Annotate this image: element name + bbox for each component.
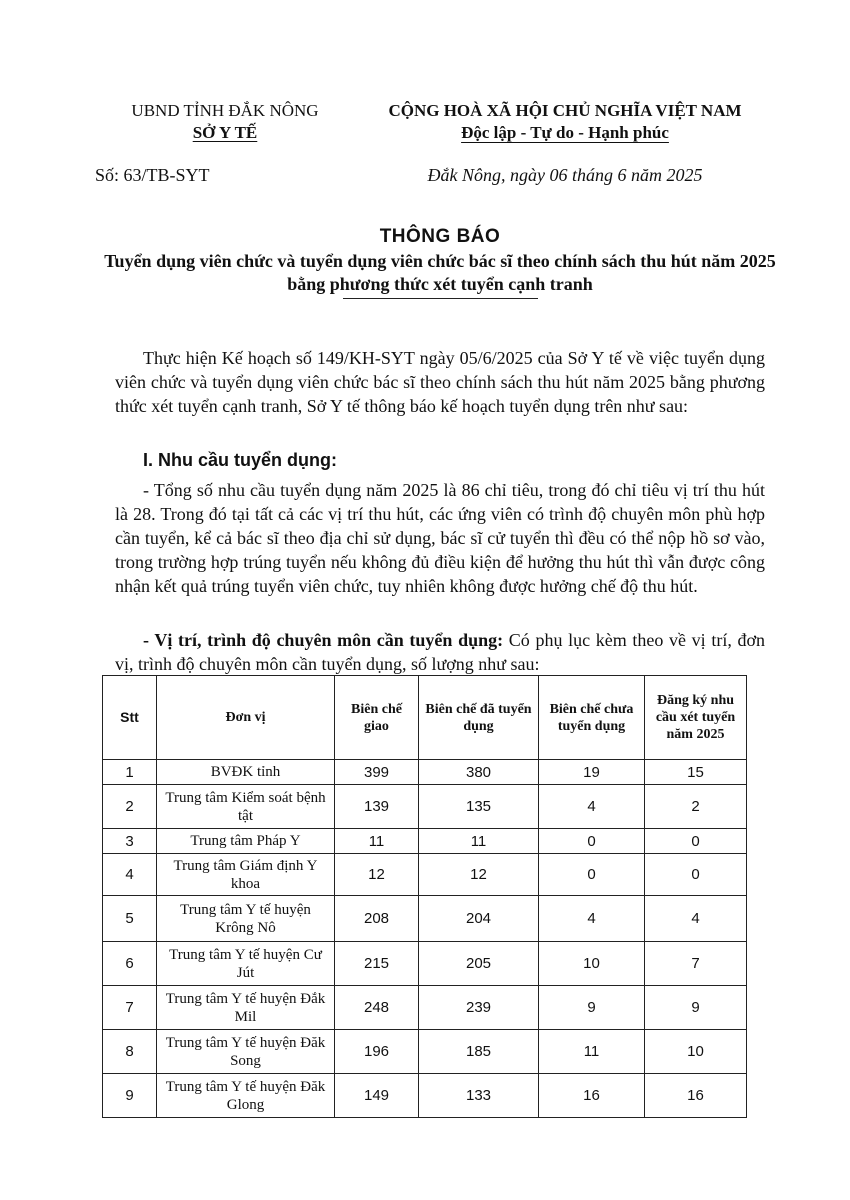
cell-assigned: 196: [335, 1030, 419, 1074]
cell-assigned: 139: [335, 785, 419, 829]
cell-assigned: 11: [335, 829, 419, 854]
cell-unit: Trung tâm Y tế huyện Đăk Glong: [157, 1074, 335, 1118]
header-unit: Đơn vị: [157, 676, 335, 760]
cell-recruited: 12: [419, 854, 539, 896]
agency-department: SỞ Y TẾ: [192, 123, 258, 142]
cell-registered: 4: [645, 896, 747, 942]
recruitment-table: [102, 675, 747, 1118]
cell-registered: 0: [645, 854, 747, 896]
positions-paragraph-rest: Có phụ lục kèm theo về vị trí, đơn vị, trình độ chuyên môn cần tuyển dụng, số lượng như sau:: [115, 630, 766, 674]
header-stt: Stt: [103, 676, 157, 760]
cell-recruited: 205: [419, 942, 539, 986]
cell-unit: Trung tâm Y tế huyện Cư Jút: [157, 942, 335, 986]
document-subtitle: Tuyển dụng viên chức và tuyển dụng viên chức bác sĩ theo chính sách thu hút năm 2025 bằng phương thức xét tuyển cạnh tranh: [104, 251, 776, 294]
table-row: [103, 760, 747, 785]
cell-registered: 0: [645, 829, 747, 854]
section-heading-recruitment-needs: I. Nhu cầu tuyển dụng:: [143, 450, 337, 470]
title-divider: [343, 298, 538, 299]
intro-paragraph: Thực hiện Kế hoạch số 149/KH-SYT ngày 05/6/2025 của Sở Y tế về việc tuyển dụng viên chức và tuyển dụng viên chức bác sĩ theo chính sách thu hút năm 2025 bằng phương thức xét tuyển cạnh tranh, Sở Y tế thông báo kế hoạch tuyển dụng trên như sau:: [115, 348, 765, 416]
cell-stt: 3: [103, 829, 157, 854]
cell-recruited: 133: [419, 1074, 539, 1118]
cell-recruited: 380: [419, 760, 539, 785]
document-title: THÔNG BÁO: [379, 226, 501, 247]
cell-assigned: 215: [335, 942, 419, 986]
cell-assigned: 149: [335, 1074, 419, 1118]
nation-name: CỘNG HOÀ XÃ HỘI CHỦ NGHĨA VIỆT NAM: [388, 101, 742, 120]
cell-registered: 16: [645, 1074, 747, 1118]
cell-assigned: 12: [335, 854, 419, 896]
cell-recruited: 204: [419, 896, 539, 942]
cell-unit: Trung tâm Y tế huyện Đăk Song: [157, 1030, 335, 1074]
cell-recruited: 11: [419, 829, 539, 854]
cell-stt: 1: [103, 760, 157, 785]
cell-not-recruited: 0: [539, 829, 645, 854]
cell-stt: 7: [103, 986, 157, 1030]
table-row: [103, 785, 747, 829]
cell-registered: 15: [645, 760, 747, 785]
cell-registered: 7: [645, 942, 747, 986]
cell-stt: 4: [103, 854, 157, 896]
header-registered: Đăng ký nhu cầu xét tuyển năm 2025: [645, 676, 747, 760]
cell-assigned: 399: [335, 760, 419, 785]
table-row: [103, 1074, 747, 1118]
table-row: [103, 896, 747, 942]
cell-not-recruited: 4: [539, 896, 645, 942]
cell-unit: Trung tâm Giám định Y khoa: [157, 854, 335, 896]
cell-unit: BVĐK tỉnh: [157, 760, 335, 785]
cell-not-recruited: 16: [539, 1074, 645, 1118]
header-recruited: Biên chế đã tuyển dụng: [419, 676, 539, 760]
cell-stt: 2: [103, 785, 157, 829]
cell-not-recruited: 0: [539, 854, 645, 896]
cell-stt: 9: [103, 1074, 157, 1118]
cell-recruited: 239: [419, 986, 539, 1030]
cell-unit: Trung tâm Y tế huyện Đắk Mil: [157, 986, 335, 1030]
national-heading: [355, 100, 775, 144]
document-number: Số: 63/TB-SYT: [95, 165, 210, 185]
cell-stt: 8: [103, 1030, 157, 1074]
nation-motto: Độc lập - Tự do - Hạnh phúc: [461, 123, 669, 142]
cell-recruited: 135: [419, 785, 539, 829]
issuing-agency: [95, 100, 355, 144]
cell-not-recruited: 10: [539, 942, 645, 986]
positions-paragraph-lead: - Vị trí, trình độ chuyên môn cần tuyển dụng:: [143, 630, 504, 650]
table-row: [103, 829, 747, 854]
cell-assigned: 208: [335, 896, 419, 942]
table-header-row: [103, 676, 747, 760]
cell-unit: Trung tâm Pháp Y: [157, 829, 335, 854]
cell-not-recruited: 11: [539, 1030, 645, 1074]
recruitment-total-paragraph: - Tổng số nhu cầu tuyển dụng năm 2025 là 86 chỉ tiêu, trong đó chỉ tiêu vị trí thu hút là 28. Trong đó tại tất cả các vị trí thu hút, các ứng viên có trình độ chuyên môn phù hợp cần tuyển, kể cả bác sĩ theo địa chỉ sử dụng, bác sĩ cử tuyển thì đều có thể nộp hồ sơ vào, trong trường hợp trúng tuyển nếu không đủ điều kiện để hưởng thu hút thì vẫn được công nhận kết quả trúng tuyển viên chức, tuy nhiên không được hưởng chế độ thu hút.: [115, 480, 765, 596]
positions-paragraph: [115, 628, 765, 676]
table-row: [103, 942, 747, 986]
table-row: [103, 1030, 747, 1074]
header-not-recruited: Biên chế chưa tuyển dụng: [539, 676, 645, 760]
cell-registered: 9: [645, 986, 747, 1030]
cell-unit: Trung tâm Kiểm soát bệnh tật: [157, 785, 335, 829]
cell-registered: 10: [645, 1030, 747, 1074]
cell-stt: 5: [103, 896, 157, 942]
agency-province: UBND TỈNH ĐẮK NÔNG: [131, 101, 319, 120]
cell-stt: 6: [103, 942, 157, 986]
table-row: [103, 854, 747, 896]
cell-unit: Trung tâm Y tế huyện Krông Nô: [157, 896, 335, 942]
cell-recruited: 185: [419, 1030, 539, 1074]
cell-registered: 2: [645, 785, 747, 829]
cell-not-recruited: 19: [539, 760, 645, 785]
cell-not-recruited: 4: [539, 785, 645, 829]
header-assigned: Biên chế giao: [335, 676, 419, 760]
cell-not-recruited: 9: [539, 986, 645, 1030]
date-line: Đắk Nông, ngày 06 tháng 6 năm 2025: [427, 165, 703, 185]
cell-assigned: 248: [335, 986, 419, 1030]
table-row: [103, 986, 747, 1030]
